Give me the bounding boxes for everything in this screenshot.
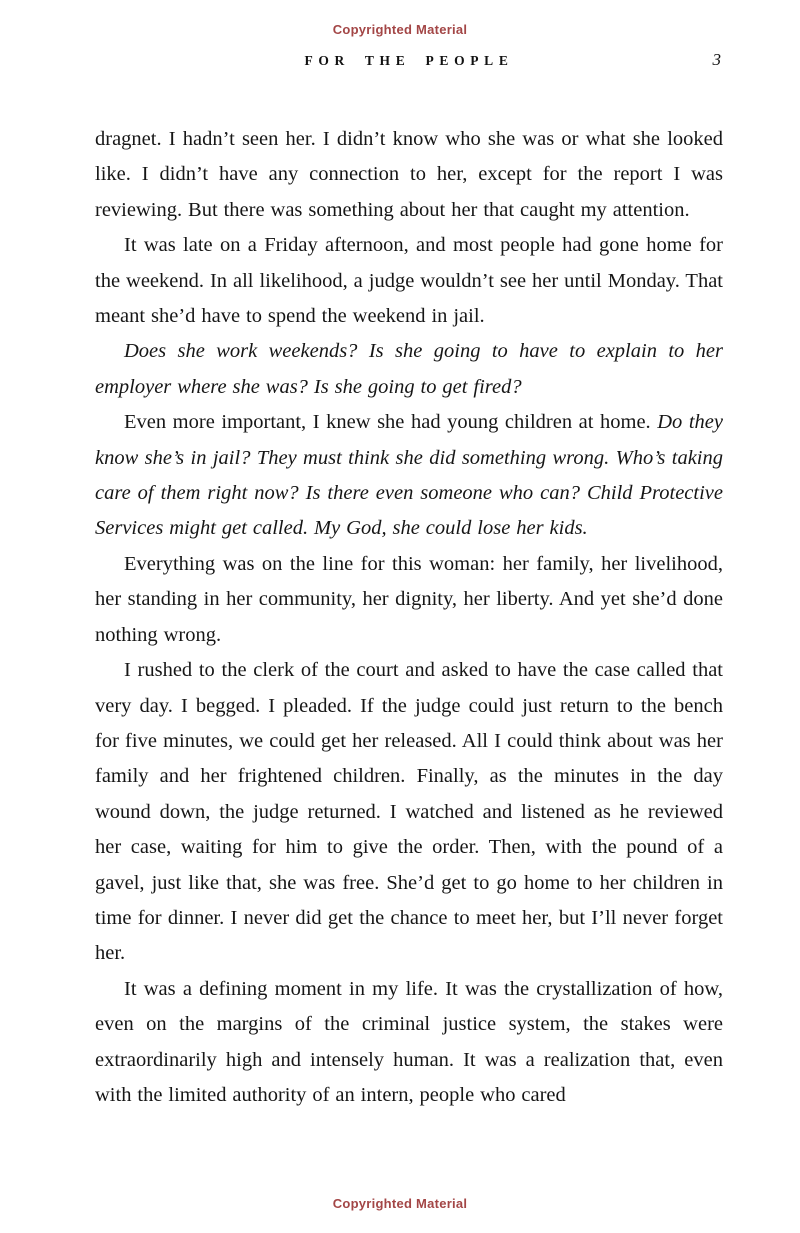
page-number: 3 (712, 50, 721, 69)
paragraph (95, 972, 723, 1114)
body-text: It was a defining moment in my life. It was the crystallization of how, even on the margins of the criminal justice system, the stakes were extraordinarily high and intensely human. It was a realization that, even with the limited authority of an intern, people who cared (95, 977, 723, 1106)
running-head (95, 50, 723, 75)
paragraph (95, 122, 723, 228)
copyright-notice-bottom: Copyrighted Material (332, 1196, 468, 1211)
body-text: It was late on a Friday afternoon, and most people had gone home for the weekend. In all likelihood, a judge wouldn’t see her until Monday. That meant she’d have to spend the weekend in jail. (95, 234, 723, 328)
body-text: dragnet. I hadn’t seen her. I didn’t know who she was or what she looked like. I didn’t have any connection to her, except for the report I was reviewing. But there was something about her that caught my attention. (95, 128, 723, 221)
copyright-notice-top: Copyrighted Material (332, 22, 468, 37)
paragraph (95, 547, 723, 653)
paragraph (95, 653, 723, 972)
text-block (95, 50, 723, 1113)
body-text: Even more important, I knew she had young children at home. (124, 411, 658, 434)
paragraph (95, 405, 723, 547)
italic-text: Do they know she’s in jail? They must think she did something wrong. Who’s taking care of them right now? Is there even someone who can? Child Protective Services might get called. My God, she could lose her kids. (95, 411, 723, 540)
paragraph (95, 334, 723, 405)
body-text: I rushed to the clerk of the court and asked to have the case called that very day. I begged. I pleaded. If the judge could just return to the bench for five minutes, we could get her released. All I could think about was her family and her frightened children. Finally, as the minutes in the day wound down, the judge returned. I watched and listened as he reviewed her case, waiting for him to give the order. Then, with the pound of a gavel, just like that, she was free. She’d get to go home to her children in time for dinner. I never did get the chance to meet her, but I’ll never forget her. (95, 659, 723, 965)
page-body (95, 122, 723, 1113)
paragraph (95, 228, 723, 334)
body-text: Everything was on the line for this woman: her family, her livelihood, her standing in her community, her dignity, her liberty. And yet she’d done nothing wrong. (95, 552, 723, 646)
italic-text: Does she work weekends? Is she going to have to explain to her employer where she was? Is she going to get fired? (95, 340, 723, 398)
running-head-title: FOR THE PEOPLE (304, 53, 514, 68)
